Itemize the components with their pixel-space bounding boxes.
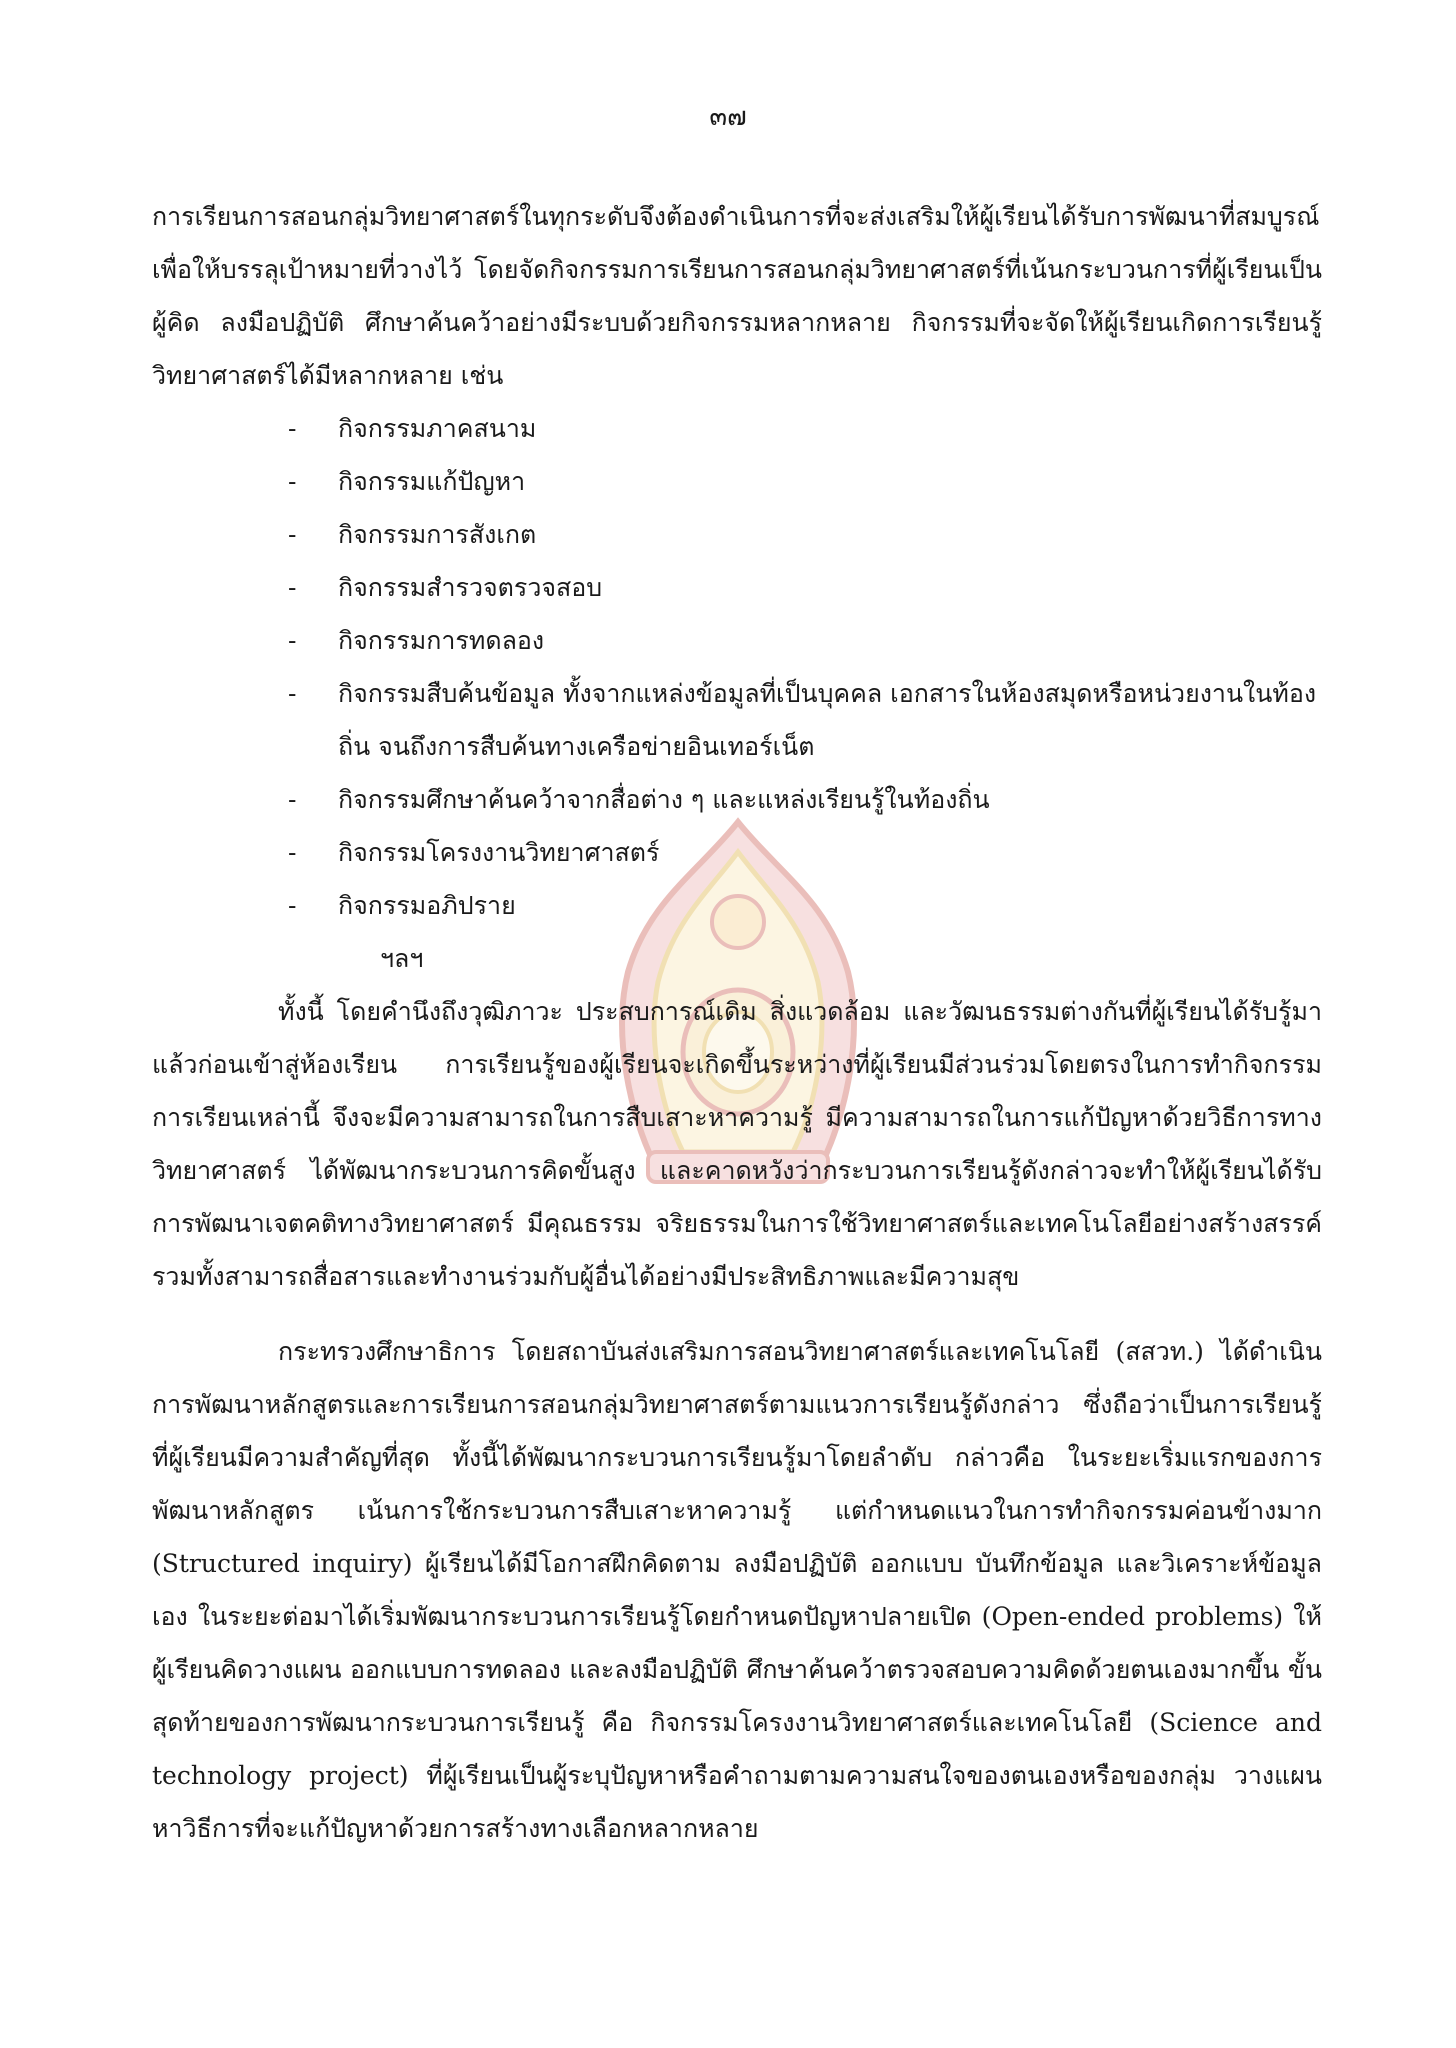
list-bullet: - — [288, 573, 297, 602]
list-item — [152, 508, 1322, 561]
list-item-text: กิจกรรมการสังเกต — [338, 520, 537, 549]
paragraph-ministry: กระทรวงศึกษาธิการ โดยสถาบันส่งเสริมการสอนวิทยาศาสตร์และเทคโนโลยี (สสวท.) ได้ดำเนินการพัฒนาหลักสูตรและการเรียนการสอนกลุ่มวิทยาศาสตร์ตามแนวการเรียนรู้ดังกล่าว ซึ่งถือว่าเป็นการเรียนรู้ที่ผู้เรียนมีความสำคัญที่สุด ทั้งนี้ได้พัฒนากระบวนการเรียนรู้มาโดยลำดับ กล่าวคือ ในระยะเริ่มแรกของการพัฒนาหลักสูตร เน้นการใช้กระบวนการสืบเสาะหาความรู้ แต่กำหนดแนวในการทำกิจกรรมค่อนข้างมาก (Structured inquiry) ผู้เรียนได้มีโอกาสฝึกคิดตาม ลงมือปฏิบัติ ออกแบบ บันทึกข้อมูล และวิเคราะห์ข้อมูลเอง ในระยะต่อมาได้เริ่มพัฒนากระบวนการเรียนรู้โดยกำหนดปัญหาปลายเปิด (Open-ended problems) ให้ผู้เรียนคิดวางแผน ออกแบบการทดลอง และลงมือปฏิบัติ ศึกษาค้นคว้าตรวจสอบความคิดด้วยตนเองมากขึ้น ขั้นสุดท้ายของการพัฒนากระบวนการเรียนรู้ คือ กิจกรรมโครงงานวิทยาศาสตร์และเทคโนโลยี (Science and technology project) ที่ผู้เรียนเป็นผู้ระบุปัญหาหรือคำถามตามความสนใจของตนเองหรือของกลุ่ม วางแผนหาวิธีการที่จะแก้ปัญหาด้วยการสร้างทางเลือกหลากหลาย — [152, 1337, 1322, 1843]
list-item-text: กิจกรรมการทดลอง — [338, 626, 545, 655]
list-item — [152, 667, 1322, 773]
list-bullet: - — [288, 785, 297, 814]
list-item-text: กิจกรรมแก้ปัญหา — [338, 467, 526, 496]
list-item — [152, 402, 1322, 455]
list-item — [152, 826, 1322, 879]
list-bullet: - — [288, 838, 297, 867]
list-item — [152, 614, 1322, 667]
paragraph-considerations: ทั้งนี้ โดยคำนึงถึงวุฒิภาวะ ประสบการณ์เดิม สิ่งแวดล้อม และวัฒนธรรมต่างกันที่ผู้เรียนได้รับรู้มาแล้วก่อนเข้าสู่ห้องเรียน การเรียนรู้ของผู้เรียนจะเกิดขึ้นระหว่างที่ผู้เรียนมีส่วนร่วมโดยตรงในการทำกิจกรรมการเรียนเหล่านี้ จึงจะมีความสามารถในการสืบเสาะหาความรู้ มีความสามารถในการแก้ปัญหาด้วยวิธีการทางวิทยาศาสตร์ ได้พัฒนากระบวนการคิดขั้นสูง และคาดหวังว่ากระบวนการเรียนรู้ดังกล่าวจะทำให้ผู้เรียนได้รับการพัฒนาเจตคติทางวิทยาศาสตร์ มีคุณธรรม จริยธรรมในการใช้วิทยาศาสตร์และเทคโนโลยีอย่างสร้างสรรค์ รวมทั้งสามารถสื่อสารและทำงานร่วมกับผู้อื่นได้อย่างมีประสิทธิภาพและมีความสุข — [152, 997, 1322, 1291]
list-bullet: - — [288, 520, 297, 549]
list-bullet: - — [288, 679, 297, 708]
document-body — [152, 190, 1322, 1855]
list-item-text: กิจกรรมศึกษาค้นคว้าจากสื่อต่าง ๆ และแหล่งเรียนรู้ในท้องถิ่น — [338, 785, 990, 814]
list-item-text: กิจกรรมภาคสนาม — [338, 414, 537, 443]
list-item-text: กิจกรรมโครงงานวิทยาศาสตร์ — [338, 838, 660, 867]
list-item — [152, 455, 1322, 508]
list-bullet: - — [288, 467, 297, 496]
page-number: ๓๗ — [709, 102, 747, 132]
list-item-text: กิจกรรมสืบค้นข้อมูล ทั้งจากแหล่งข้อมูลที่เป็นบุคคล เอกสารในห้องสมุดหรือหน่วยงานในท้องถิ่น จนถึงการสืบค้นทางเครือข่ายอินเทอร์เน็ต — [338, 679, 1317, 761]
list-bullet: - — [288, 414, 297, 443]
etc-marker: ฯลฯ — [380, 944, 424, 973]
list-item — [152, 561, 1322, 614]
list-item — [152, 879, 1322, 932]
list-bullet: - — [288, 626, 297, 655]
list-item-text: กิจกรรมสำรวจตรวจสอบ — [338, 573, 603, 602]
list-item — [152, 773, 1322, 826]
intro-paragraph: การเรียนการสอนกลุ่มวิทยาศาสตร์ในทุกระดับจึงต้องดำเนินการที่จะส่งเสริมให้ผู้เรียนได้รับการพัฒนาที่สมบูรณ์เพื่อให้บรรลุเป้าหมายที่วางไว้ โดยจัดกิจกรรมการเรียนการสอนกลุ่มวิทยาศาสตร์ที่เน้นกระบวนการที่ผู้เรียนเป็นผู้คิด ลงมือปฏิบัติ ศึกษาค้นคว้าอย่างมีระบบด้วยกิจกรรมหลากหลาย กิจกรรมที่จะจัดให้ผู้เรียนเกิดการเรียนรู้วิทยาศาสตร์ได้มีหลากหลาย เช่น — [152, 202, 1322, 390]
activity-list — [152, 402, 1322, 932]
list-bullet: - — [288, 891, 297, 920]
list-item-text: กิจกรรมอภิปราย — [338, 891, 516, 920]
